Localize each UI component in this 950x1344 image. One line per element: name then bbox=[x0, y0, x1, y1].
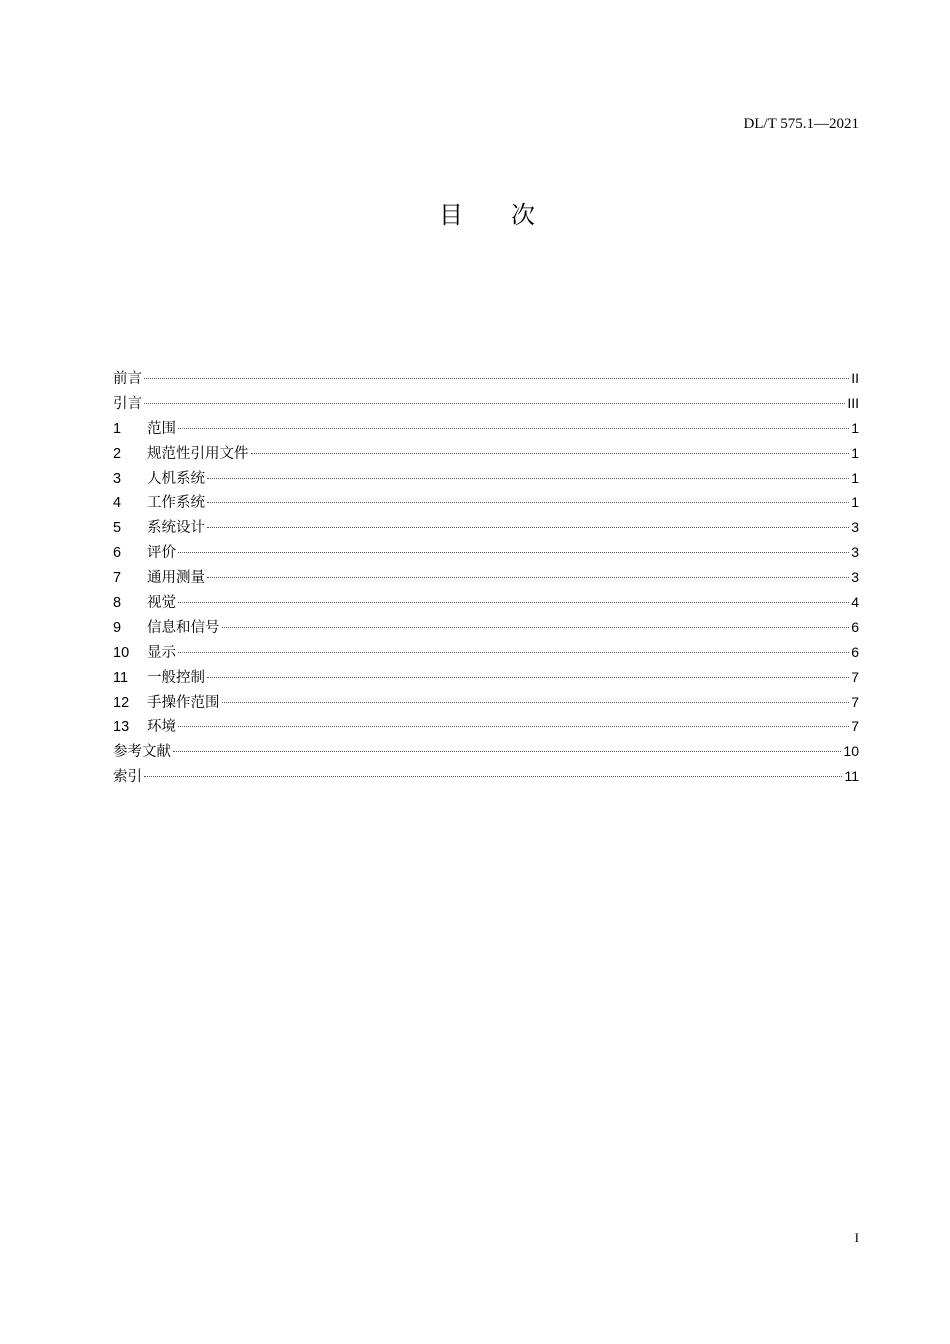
toc-entry-label: 索引 bbox=[113, 769, 142, 786]
toc-entry-6[interactable] bbox=[113, 540, 859, 565]
toc-entry-page: 1 bbox=[851, 419, 859, 436]
toc-entry-5[interactable] bbox=[113, 515, 859, 540]
toc-leader-dots bbox=[251, 453, 850, 454]
toc-entry-label: 显示 bbox=[147, 644, 176, 661]
toc-leader-dots bbox=[178, 652, 849, 653]
toc-entry-foreword[interactable] bbox=[113, 366, 859, 391]
toc-entry-page: 1 bbox=[851, 469, 859, 486]
toc-entry-number: 8 bbox=[113, 595, 122, 612]
toc-entry-label: 环境 bbox=[147, 719, 176, 736]
toc-entry-page: 4 bbox=[851, 594, 859, 611]
toc-entry-label: 规范性引用文件 bbox=[147, 445, 249, 462]
page-title-char-2: 次 bbox=[511, 201, 535, 229]
toc-entry-12[interactable] bbox=[113, 690, 859, 715]
toc-entry-label: 信息和信号 bbox=[147, 619, 220, 636]
toc-entry-page: 11 bbox=[844, 768, 859, 785]
toc-entry-number: 6 bbox=[113, 545, 122, 562]
toc-entry-number: 3 bbox=[113, 470, 122, 487]
toc-entry-page: 6 bbox=[851, 643, 859, 660]
toc-entry-page: III bbox=[847, 394, 859, 411]
toc-leader-dots bbox=[207, 577, 849, 578]
toc-entry-7[interactable] bbox=[113, 565, 859, 590]
toc-entry-number: 2 bbox=[113, 445, 122, 462]
page-title-char-1: 目 bbox=[439, 201, 463, 229]
table-of-contents bbox=[113, 366, 859, 789]
toc-entry-3[interactable] bbox=[113, 466, 859, 491]
toc-leader-dots bbox=[207, 677, 849, 678]
toc-entry-page: 7 bbox=[851, 718, 859, 735]
toc-entry-page: II bbox=[851, 370, 859, 386]
toc-entry-number: 7 bbox=[113, 570, 122, 587]
toc-entry-index[interactable] bbox=[113, 764, 859, 789]
toc-entry-bibliography[interactable] bbox=[113, 739, 859, 764]
toc-entry-page: 6 bbox=[851, 618, 859, 635]
toc-entry-label: 手操作范围 bbox=[147, 694, 220, 711]
toc-entry-page: 10 bbox=[843, 743, 859, 760]
toc-entry-4[interactable] bbox=[113, 490, 859, 515]
toc-entry-page: 3 bbox=[851, 569, 859, 586]
toc-entry-8[interactable] bbox=[113, 590, 859, 615]
toc-entry-1[interactable] bbox=[113, 416, 859, 441]
toc-leader-dots bbox=[222, 627, 850, 628]
toc-leader-dots bbox=[144, 403, 845, 404]
toc-entry-page: 3 bbox=[851, 519, 859, 536]
toc-leader-dots bbox=[178, 428, 849, 429]
page-number: I bbox=[854, 1230, 859, 1245]
toc-leader-dots bbox=[173, 751, 841, 752]
toc-leader-dots bbox=[222, 702, 850, 703]
toc-entry-label: 评价 bbox=[147, 545, 176, 562]
toc-entry-number: 12 bbox=[113, 694, 130, 711]
toc-entry-13[interactable] bbox=[113, 714, 859, 739]
toc-leader-dots bbox=[144, 378, 849, 379]
toc-entry-introduction[interactable] bbox=[113, 391, 859, 416]
toc-entry-label: 视觉 bbox=[147, 595, 176, 612]
toc-entry-label: 参考文献 bbox=[113, 744, 171, 761]
toc-entry-page: 7 bbox=[851, 668, 859, 685]
toc-entry-label: 通用测量 bbox=[147, 570, 205, 587]
toc-leader-dots bbox=[207, 502, 849, 503]
toc-entry-label: 人机系统 bbox=[147, 470, 205, 487]
toc-entry-number: 5 bbox=[113, 520, 122, 537]
toc-leader-dots bbox=[178, 726, 849, 727]
toc-entry-page: 1 bbox=[851, 444, 859, 461]
toc-entry-10[interactable] bbox=[113, 640, 859, 665]
toc-entry-page: 3 bbox=[851, 544, 859, 561]
toc-entry-number: 11 bbox=[113, 669, 129, 686]
toc-entry-11[interactable] bbox=[113, 665, 859, 690]
toc-entry-page: 7 bbox=[851, 693, 859, 710]
toc-entry-label: 系统设计 bbox=[147, 520, 205, 537]
toc-leader-dots bbox=[178, 602, 849, 603]
toc-leader-dots bbox=[207, 527, 849, 528]
toc-entry-number: 10 bbox=[113, 644, 130, 661]
standard-code: DL/T 575.1—2021 bbox=[743, 116, 859, 132]
toc-entry-number: 13 bbox=[113, 719, 130, 736]
toc-entry-label: 引言 bbox=[113, 395, 142, 412]
toc-entry-label: 工作系统 bbox=[147, 495, 205, 512]
toc-entry-page: 1 bbox=[851, 494, 859, 511]
toc-leader-dots bbox=[178, 552, 849, 553]
toc-entry-label: 前言 bbox=[113, 371, 142, 387]
toc-leader-dots bbox=[144, 776, 842, 777]
toc-leader-dots bbox=[207, 478, 849, 479]
toc-entry-label: 范围 bbox=[147, 420, 176, 437]
page-title bbox=[0, 198, 950, 232]
toc-entry-number: 4 bbox=[113, 495, 122, 512]
toc-entry-number: 1 bbox=[113, 420, 122, 437]
toc-entry-9[interactable] bbox=[113, 615, 859, 640]
toc-entry-number: 9 bbox=[113, 619, 122, 636]
toc-entry-2[interactable] bbox=[113, 441, 859, 466]
toc-entry-label: 一般控制 bbox=[147, 669, 205, 686]
